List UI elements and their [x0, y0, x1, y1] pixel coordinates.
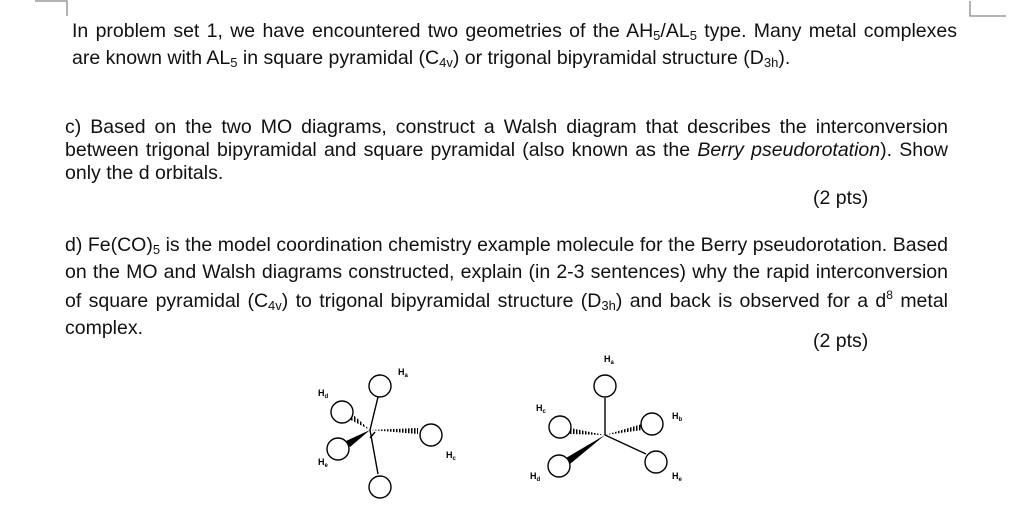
- label-ha: $H_a$: [398, 367, 408, 379]
- label-he: $H_e$: [318, 457, 328, 469]
- bond-line: [370, 397, 378, 430]
- intro-text: ) or trigonal bipyramidal structure (D: [452, 47, 764, 69]
- subscript: 3h: [601, 298, 616, 313]
- part-c-text: ). Show only the d orbitals.: [65, 139, 949, 184]
- label-hd: $H_d$: [530, 471, 541, 483]
- intro-text: type. Many metal complexes are known with AL: [72, 20, 957, 69]
- intro-text: In problem set 1, we have encountered two geometries of the AH: [72, 20, 654, 42]
- label-hc: $H_c$: [536, 403, 546, 415]
- subscript: 3h: [763, 55, 779, 70]
- trigonal-bipyramidal-structure: [548, 375, 667, 477]
- part-c-text: c) Based on the two MO diagrams, construct a Walsh diagram that describes the interconversion between trigonal bipyramidal and square pyramidal (also known as the: [65, 116, 948, 161]
- part-d-text: ) to trigonal bipyramidal structure (D: [281, 290, 602, 312]
- subscript: 4v: [439, 55, 453, 70]
- label-hd: $H_d$: [318, 388, 329, 400]
- subscript: 5: [689, 28, 697, 43]
- intro-text: ).: [778, 47, 791, 69]
- intro-text: in square pyramidal (C: [237, 47, 440, 69]
- part-d-text: ) and back is observed for a d: [615, 290, 887, 312]
- label-hb: $H_b$: [672, 411, 683, 423]
- subscript: 5: [152, 242, 161, 257]
- label-he: $H_e$: [672, 471, 682, 483]
- superscript: 8: [886, 288, 893, 302]
- subscript: 5: [653, 28, 661, 43]
- part-d-points: (2 pts): [813, 330, 869, 352]
- part-d-text: metal complex.: [65, 290, 949, 339]
- part-c-italic: Berry pseudorotation: [697, 139, 881, 161]
- part-d-text: is the model coordination chemistry example molecule for the Berry pseudorotation. Based on the MO and Walsh diagrams constructed, explain (in 2-3 sentences) why the rapid interconversion of square pyramidal (C: [65, 234, 949, 312]
- intro-text: /AL: [660, 20, 690, 42]
- label-ha: $H_a$: [604, 354, 614, 366]
- part-c-points: (2 pts): [813, 187, 869, 209]
- label-hc: $H_c$: [446, 450, 456, 462]
- subscript: 5: [230, 55, 238, 70]
- orbital-lobe: [369, 375, 391, 397]
- subscript: 4v: [268, 298, 282, 313]
- part-d-text: d) Fe(CO): [65, 234, 153, 256]
- square-pyramidal-structure: [327, 375, 442, 498]
